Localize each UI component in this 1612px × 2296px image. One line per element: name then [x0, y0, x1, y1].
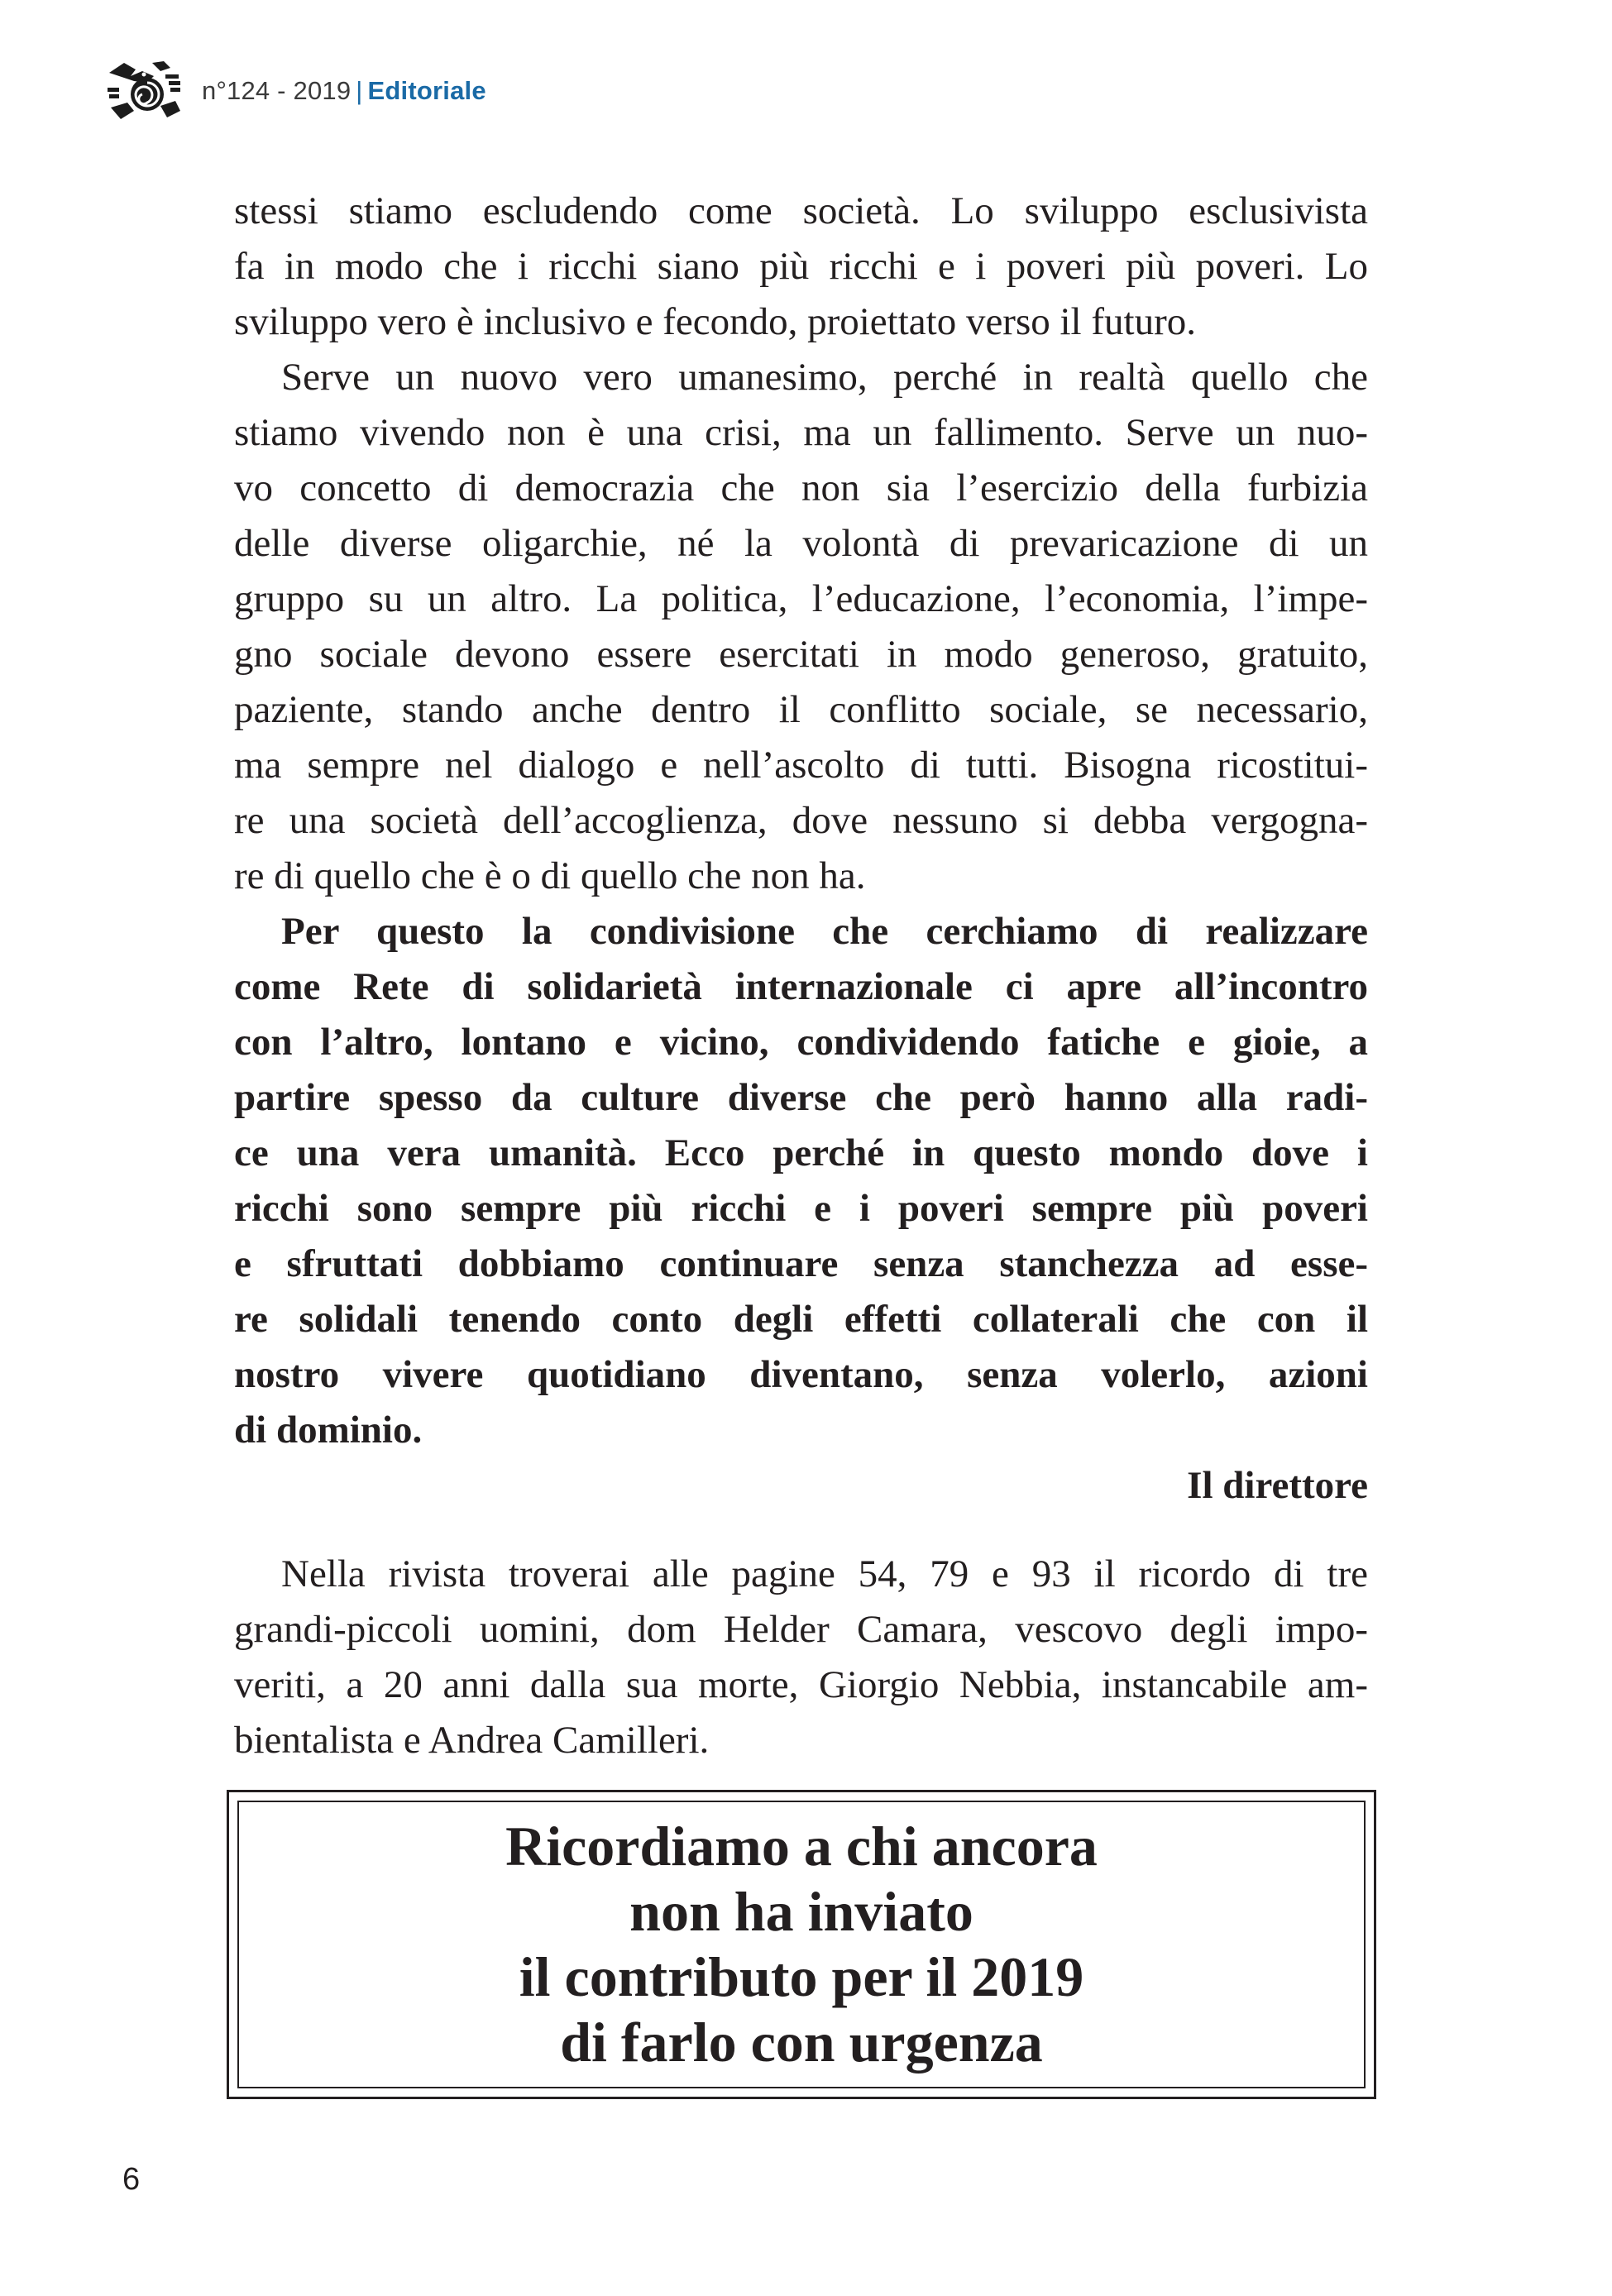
text-line: re una società dell’accoglienza, dove nessuno si debba vergogna- — [234, 799, 1368, 842]
running-head-text — [202, 76, 486, 106]
author-signature: Il direttore — [1187, 1464, 1368, 1507]
text-line: Nella rivista troverai alle pagine 54, 79 e 93 il ricordo di tre — [281, 1552, 1368, 1595]
text-line: Serve un nuovo vero umanesimo, perché in realtà quello che — [281, 356, 1368, 399]
text-line: ma sempre nel dialogo e nell’ascolto di tutti. Bisogna ricostitui- — [234, 744, 1368, 787]
text-line: gno sociale devono essere esercitati in modo generoso, gratuito, — [234, 633, 1368, 676]
text-line: veriti, a 20 anni dalla sua morte, Giorgio Nebbia, instancabile am- — [234, 1663, 1368, 1706]
paragraph-2 — [234, 350, 1368, 904]
text-line: re solidali tenendo conto degli effetti collaterali che con il — [234, 1298, 1368, 1341]
text-line: e sfruttati dobbiamo continuare senza stanchezza ad esse- — [234, 1242, 1368, 1285]
stylized-bird-logo-icon — [106, 58, 184, 124]
text-line: di dominio. — [234, 1409, 423, 1452]
text-line: nostro vivere quotidiano diventano, senza volerlo, azioni — [234, 1353, 1368, 1396]
text-line: delle diverse oligarchie, né la volontà di prevaricazione di un — [234, 522, 1368, 565]
notice-inner-frame — [237, 1801, 1366, 2088]
text-line: ricchi sono sempre più ricchi e i poveri sempre più poveri — [234, 1187, 1368, 1230]
magazine-note — [234, 1547, 1368, 1768]
text-line: come Rete di solidarietà internazionale ci apre all’incontro — [234, 965, 1368, 1008]
paragraph-1 — [234, 184, 1368, 350]
text-line: vo concetto di democrazia che non sia l’esercizio della furbizia — [234, 466, 1368, 509]
text-line: grandi-piccoli uomini, dom Helder Camara, vescovo degli impo- — [234, 1608, 1368, 1651]
notice-line: non ha inviato — [629, 1880, 973, 1943]
text-line: stiamo vivendo non è una crisi, ma un fallimento. Serve un nuo- — [234, 411, 1368, 454]
running-head — [106, 58, 486, 124]
text-line: ce una vera umanità. Ecco perché in questo mondo dove i — [234, 1131, 1368, 1174]
text-line: con l’altro, lontano e vicino, condividendo fatiche e gioie, a — [234, 1021, 1368, 1064]
notice-line: di farlo con urgenza — [560, 2011, 1043, 2074]
text-line: fa in modo che i ricchi siano più ricchi e i poveri più poveri. Lo — [234, 245, 1368, 288]
text-line: bientalista e Andrea Camilleri. — [234, 1719, 710, 1762]
text-line: Per questo la condivisione che cerchiamo di realizzare — [281, 910, 1368, 953]
notice-line: Ricordiamo a chi ancora — [505, 1815, 1098, 1877]
section-title: Editoriale — [367, 76, 486, 105]
article-body — [234, 184, 1368, 1768]
text-line: re di quello che è o di quello che non ha. — [234, 854, 866, 897]
text-line: sviluppo vero è inclusivo e fecondo, proiettato verso il futuro. — [234, 300, 1196, 343]
paragraph-3-emphasis — [234, 904, 1368, 1458]
contribution-reminder-box — [227, 1790, 1376, 2099]
text-line: gruppo su un altro. La politica, l’educazione, l’economia, l’impe- — [234, 577, 1368, 620]
page-number: 6 — [122, 2162, 141, 2197]
text-line: partire spesso da culture diverse che però hanno alla radi- — [234, 1076, 1368, 1119]
text-line: stessi stiamo escludendo come società. Lo sviluppo esclusivista — [234, 189, 1368, 232]
notice-line: il contributo per il 2019 — [519, 1945, 1084, 2008]
text-line: paziente, stando anche dentro il conflitto sociale, se necessario, — [234, 688, 1368, 731]
issue-number: n°124 - 2019 — [202, 76, 352, 105]
header-separator: | — [356, 76, 363, 105]
